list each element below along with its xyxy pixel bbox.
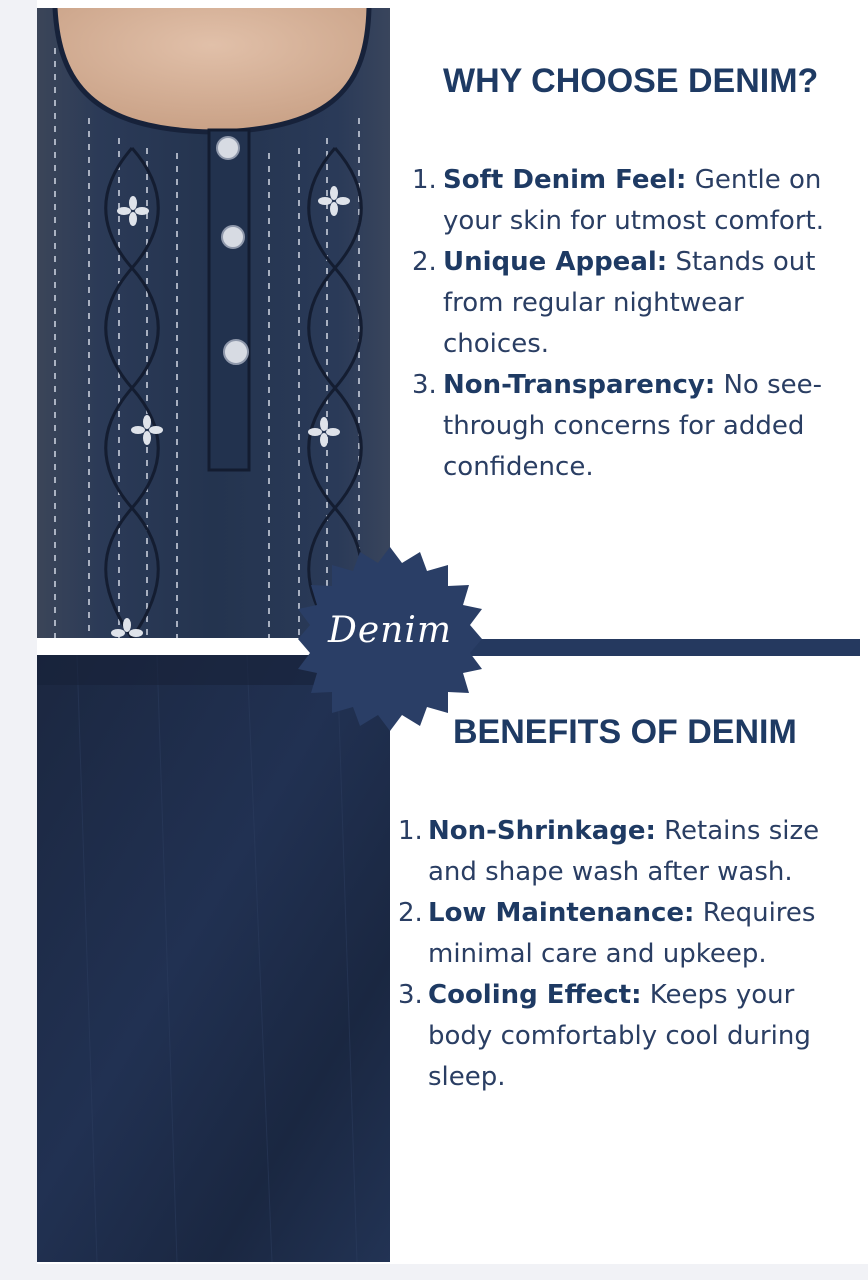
page-frame-bottom (0, 1264, 868, 1280)
list-item (412, 242, 852, 365)
list-item (398, 893, 860, 975)
item-number: 3. (398, 980, 423, 1010)
item-term: Soft Denim Feel: (443, 165, 687, 195)
list-item (398, 975, 860, 1098)
item-description: Keeps your body comfortably cool during sleep. (428, 980, 811, 1092)
why-choose-heading: WHY CHOOSE DENIM? (443, 62, 819, 100)
why-choose-list (412, 160, 852, 488)
item-number: 1. (398, 816, 423, 846)
kurta-neckline-photo (37, 8, 390, 638)
item-term: Cooling Effect: (428, 980, 642, 1010)
item-number: 3. (412, 370, 437, 400)
list-item (412, 160, 852, 242)
item-term: Non-Shrinkage: (428, 816, 656, 846)
item-description: Gentle on your skin for utmost comfort. (443, 165, 824, 236)
benefits-list (398, 811, 860, 1098)
item-description: No see-through concerns for added confidence. (443, 370, 823, 482)
list-item (398, 811, 860, 893)
item-description: Stands out from regular nightwear choices. (443, 247, 816, 359)
page-frame-left (0, 0, 37, 1280)
item-number: 2. (412, 247, 437, 277)
item-description: Requires minimal care and upkeep. (428, 898, 816, 969)
item-term: Low Maintenance: (428, 898, 695, 928)
list-item (412, 365, 852, 488)
item-description: Retains size and shape wash after wash. (428, 816, 820, 887)
seal-label: Denim (327, 610, 452, 651)
item-term: Unique Appeal: (443, 247, 668, 277)
item-term: Non-Transparency: (443, 370, 716, 400)
item-number: 2. (398, 898, 423, 928)
section-divider (440, 639, 860, 656)
item-number: 1. (412, 165, 437, 195)
denim-fabric-photo (37, 655, 390, 1262)
benefits-heading: BENEFITS OF DENIM (453, 713, 797, 751)
